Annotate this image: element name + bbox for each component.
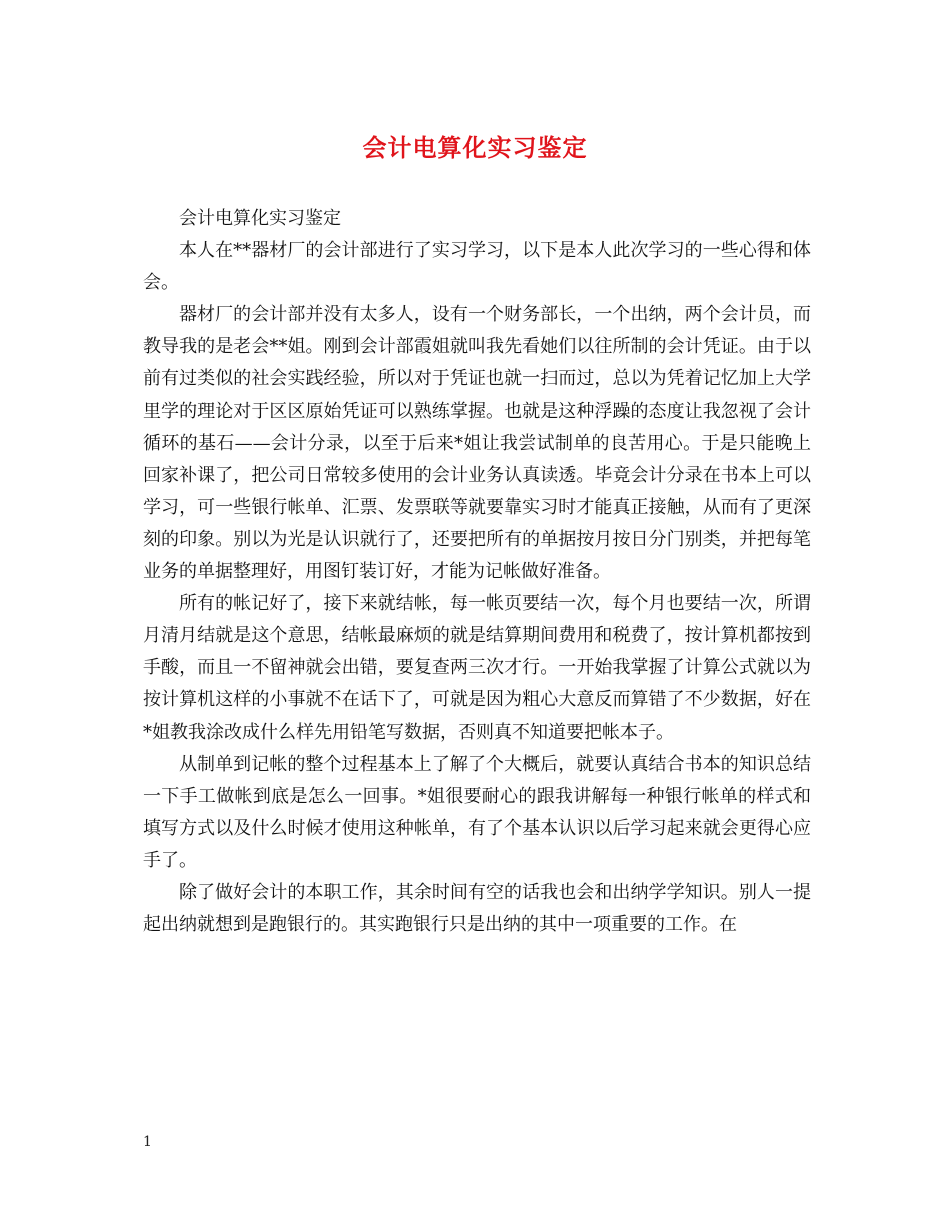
- paragraph-subtitle: 会计电算化实习鉴定: [179, 208, 341, 229]
- paragraph-closing-accounts: 所有的帐记好了，接下来就结帐，每一帐页要结一次，每个月也要结一次，所谓月清月结就是这个意思，结帐最麻烦的就是结算期间费用和税费了，按计算机都按到手酸，而且一不留神就会出错，要复查两三次才行。一开始我掌握了计算公式就以为按计算机这样的小事就不在话下了，可就是因为粗心大意反而算错了不少数据，好在*姐教我涂改成什么样先用铅笔写数据，否则真不知道要把帐本子。: [143, 593, 811, 743]
- paragraph-vouchers: 器材厂的会计部并没有太多人，设有一个财务部长，一个出纳，两个会计员，而教导我的是老会**姐。刚到会计部霞姐就叫我先看她们以往所制的会计凭证。由于以前有过类似的社会实践经验，所以对于凭证也就一扫而过，总以为凭着记忆加上大学里学的理论对于区区原始凭证可以熟练掌握。也就是这种浮躁的态度让我忽视了会计循环的基石——会计分录，以至于后来*姐让我尝试制单的良苦用心。于是只能晚上回家补课了，把公司日常较多使用的会计业务认真读透。毕竟会计分录在书本上可以学习，可一些银行帐单、汇票、发票联等就要靠实习时才能真正接触，从而有了更深刻的印象。别以为光是认识就行了，还要把所有的单据按月按日分门别类，并把每笔业务的单据整理好，用图钉装订好，才能为记帐做好准备。: [143, 304, 811, 583]
- page-number: 1: [143, 1134, 152, 1150]
- paragraph-intro: 本人在**器材厂的会计部进行了实习学习，以下是本人此次学习的一些心得和体会。: [143, 240, 811, 294]
- paragraph-manual-bookkeeping: 从制单到记帐的整个过程基本上了解了个大概后，就要认真结合书本的知识总结一下手工做帐到底是怎么一回事。*姐很要耐心的跟我讲解每一种银行帐单的样式和填写方式以及什么时候才使用这种帐单，有了个基本认识以后学习起来就会更得心应手了。: [143, 753, 811, 871]
- document-title: 会计电算化实习鉴定: [362, 134, 588, 162]
- paragraph-cashier: 除了做好会计的本职工作，其余时间有空的话我也会和出纳学学知识。别人一提起出纳就想到是跑银行的。其实跑银行只是出纳的其中一项重要的工作。在: [143, 881, 811, 936]
- document-body: [143, 203, 811, 941]
